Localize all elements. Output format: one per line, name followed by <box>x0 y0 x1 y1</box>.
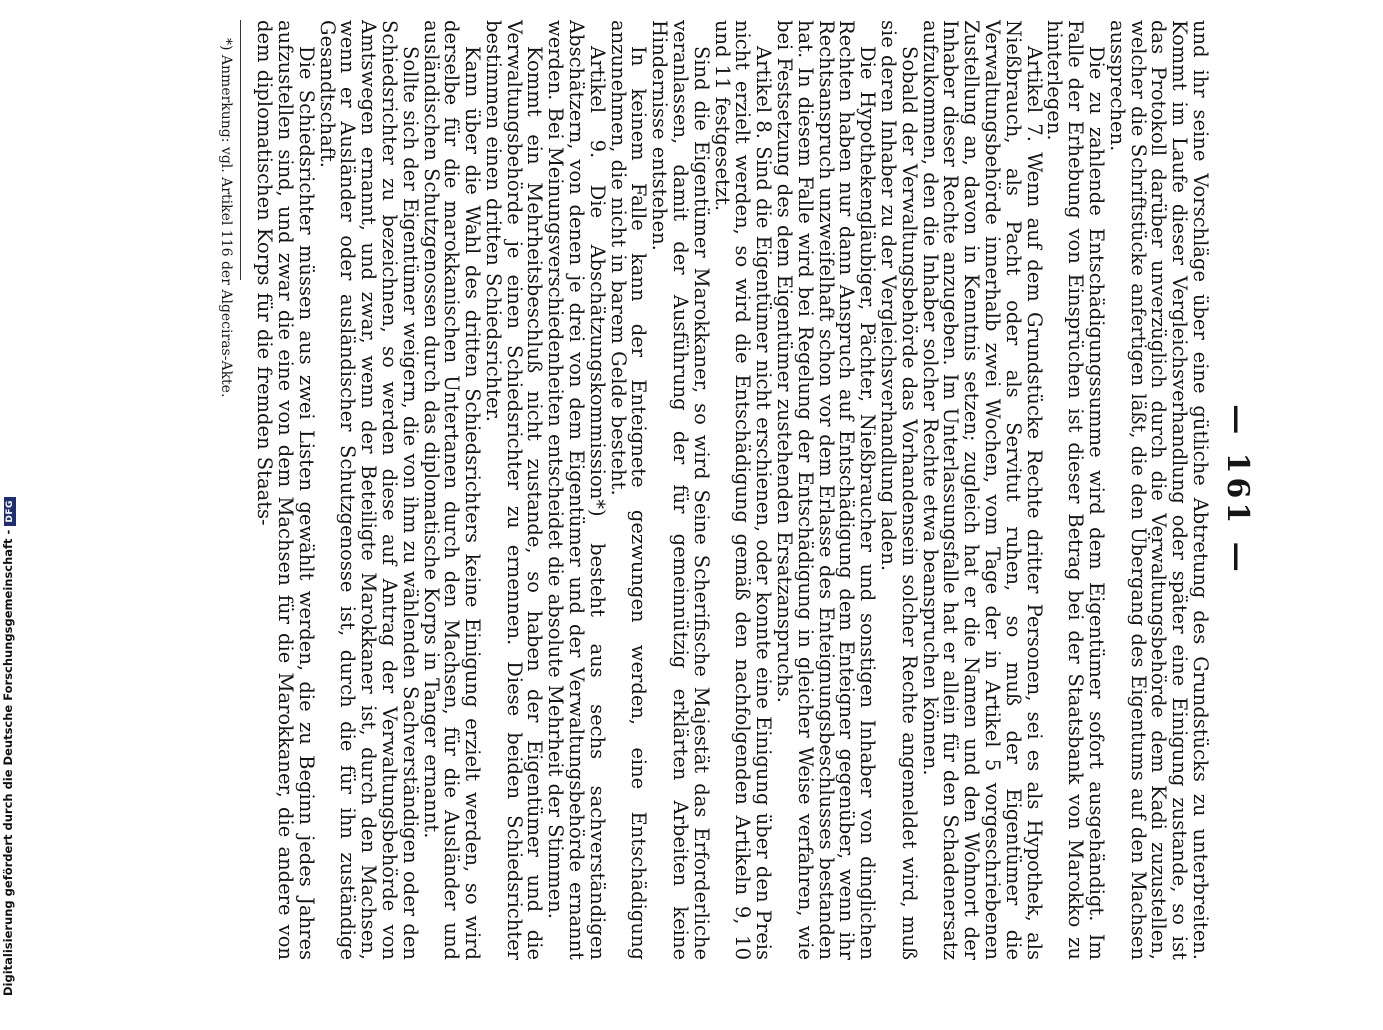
paragraph: In keinem Falle kann der Enteignete gezwungen werden, eine Entschädigung anzunehmen, die nicht in barem Gelde besteht. <box>606 20 651 960</box>
paragraph: Sollte sich der Eigentümer weigern, die von ihm zu wählenden Sachverständigen oder den Schiedsrichter zu bezeichnen, so werden diese auf Antrag der Verwaltungsbehörde von Amtswegen ernannt, und zwar, wenn der Beteiligte Marokkaner ist, durch den Machsen, wenn er Ausländer oder ausländischer Schutzgenosse ist, durch die für ihn zuständige Gesandtschaft. <box>315 20 422 960</box>
rotated-page-content <box>195 20 1255 1030</box>
paragraph: Kommt ein Mehrheitsbeschluß nicht zustande, so haben der Eigentümer und die Verwaltungsbehörde je einen Schiedsrichter zu ernennen. Diese beiden Schiedsrichter bestimmen einen dritten Schiedsrichter. <box>481 20 547 960</box>
paragraph: Sind die Eigentümer Marokkaner, so wird Seine Scherifische Majestät das Erforderliche veranlassen, damit der Ausführung der für gemeinnützig erklärten Arbeiten keine Hindernisse entstehen. <box>648 20 713 960</box>
paragraph: Sobald der Verwaltungsbehörde das Vorhandensein solcher Rechte angemeldet wird, muß sie deren Inhaber zu der Vergleichsverhandlung laden. <box>877 20 921 960</box>
paragraph: und ihr seine Vorschläge über eine gütliche Abtretung des Grundstücks zu unterbreiten. Kommt im Laufe dieser Vergleichsverhandlung oder später eine Einigung zustande, so ist das Protokoll darüber unverzüglich durch die Verwaltungsbehörde dem Kadi zuzustellen, welcher die Schriftstücke anfertigen läßt, die den Übergang des Eigentums auf den Machsen aussprechen. <box>1105 20 1212 960</box>
paragraph: Artikel 7. Wenn auf dem Grundstücke Rechte dritter Personen, sei es als Hypothek, als Nießbrauch, als Pacht oder als Servitut ruhen, so muß der Eigentümer die Verwaltungsbehörde innerhalb zwei Wochen, vom Tage der in Artikel 5 vorgeschriebenen Zustellung an, davon in Kenntnis setzen; zugleich hat er die Namen und den Wohnort der Inhaber dieser Rechte anzugeben. Im Unterlassungsfalle hat er allein für den Schadenersatz aufzukommen, den die Inhaber solcher Rechte etwa beanspruchen können. <box>918 20 1046 960</box>
footnote-rule <box>240 20 241 280</box>
paragraph: Die Schiedsrichter müssen aus zwei Listen gewählt werden, die zu Beginn jedes Jahres aufzustellen sind, und zwar die eine von dem Machsen für die Marokkaner, die andere von dem diplomatischen Korps für die fremden Staats- <box>253 20 318 960</box>
paragraph: Artikel 9. Die Abschätzungskommission*) besteht aus sechs sachverständigen Abschätzern, von denen je drei von dem Eigentümer und der Verwaltungsbehörde ernannt werden. Bei Meinungsverschiedenheiten entscheidet die absolute Mehrheit der Stimmen. <box>544 20 609 960</box>
footnote: *) Anmerkung: vgl. Artikel 116 der Algeciras-Akte. <box>218 38 235 398</box>
page-number-header: — 161 — <box>1220 404 1255 576</box>
paragraph: Kann über die Wahl des dritten Schiedsrichters keine Einigung erzielt werden, so wird derselbe für die marokkanischen Untertanen durch den Machsen, für die Ausländer und ausländischen Schutzgenossen durch das diplomatische Korps in Tanger ernannt. <box>419 20 485 960</box>
dfg-side-note <box>1 497 16 996</box>
dfg-logo: DFG <box>4 497 16 526</box>
dfg-side-note-text: Digitalisierung gefördert durch die Deutsche Forschungsgemeinschaft - <box>1 529 15 996</box>
paragraph: Artikel 8. Sind die Eigentümer nicht erschienen, oder konnte eine Einigung über den Preis nicht erzielt werden, so wird die Entschädigung gemäß den nachfolgenden Artikeln 9, 10 und 11 festgesetzt. <box>710 20 776 960</box>
paragraph: Die Hypothekengläubiger, Pächter, Nießbraucher und sonstigen Inhaber von dinglichen Rechten haben nur dann Anspruch auf Entschädigung dem Enteigner gegenüber, wenn ihr Rechtsanspruch unzweifelhaft schon vor dem Erlasse des Enteignungsbeschlusses bestanden hat. In diesem Falle wird bei Regelung der Entschädigung in gleicher Weise verfahren, wie bei Festsetzung des dem Eigentümer zustehenden Ersatzanspruchs. <box>773 20 880 960</box>
page-body <box>217 20 1255 960</box>
paragraph: Die zu zahlende Entschädigungssumme wird dem Eigentümer sofort ausgehändigt. Im Falle der Erhebung von Einsprüchen ist dieser Betrag bei der Staatsbank von Marokko zu hinterlegen. <box>1043 20 1109 960</box>
paragraphs <box>253 20 1210 960</box>
